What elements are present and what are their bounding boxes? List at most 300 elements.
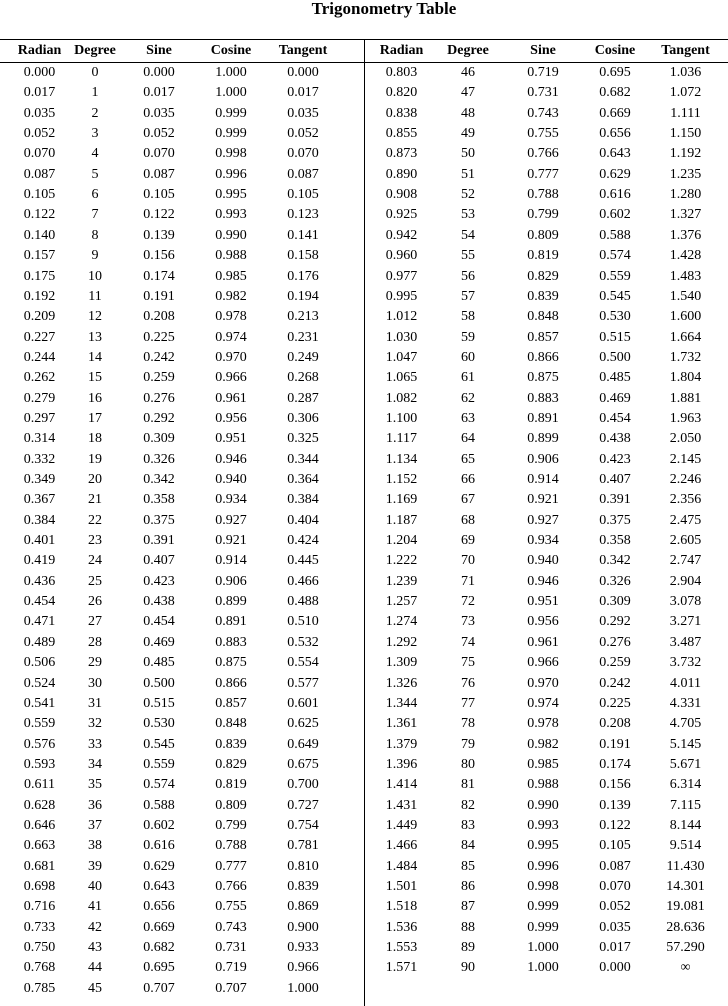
cell-sine: 0.342 xyxy=(143,472,175,487)
cell-degree: 19 xyxy=(88,451,102,467)
table-row xyxy=(12,979,339,999)
cell-cosine: 0.087 xyxy=(599,858,631,874)
cell-sine: 0.891 xyxy=(527,410,559,426)
cell-radian: 0.314 xyxy=(23,431,56,447)
cell-cosine: 0.276 xyxy=(599,634,631,650)
cell-sine: 0.105 xyxy=(143,187,175,203)
cell-sine: 0.974 xyxy=(527,695,559,711)
cell-radian: 1.152 xyxy=(385,472,418,487)
cell-tangent: 19.081 xyxy=(666,899,705,915)
cell-tangent: 1.000 xyxy=(287,980,319,996)
cell-radian: 1.326 xyxy=(385,675,418,691)
cell-radian: 1.082 xyxy=(385,390,418,406)
cell-cosine: 0.999 xyxy=(215,105,247,121)
cell-sine: 0.174 xyxy=(143,268,175,284)
cell-tangent: 0.306 xyxy=(287,410,319,426)
table-row xyxy=(374,714,720,734)
table-row xyxy=(374,674,720,694)
cell-cosine: 0.242 xyxy=(599,675,631,691)
cell-sine: 0.914 xyxy=(527,472,559,487)
cell-cosine: 0.156 xyxy=(599,777,631,793)
cell-degree: 70 xyxy=(461,553,475,569)
table-row xyxy=(12,735,339,755)
cell-radian: 1.449 xyxy=(385,817,418,833)
cell-radian: 0.436 xyxy=(23,573,56,589)
cell-sine: 0.946 xyxy=(527,573,559,589)
cell-cosine: 0.966 xyxy=(215,370,247,386)
header-cosine: Cosine xyxy=(210,43,252,58)
cell-radian: 0.768 xyxy=(23,960,56,976)
cell-tangent: 0.649 xyxy=(287,736,319,752)
table-row xyxy=(12,653,339,673)
cell-radian: 1.501 xyxy=(385,879,418,894)
cell-radian: 0.367 xyxy=(23,492,56,508)
cell-degree: 16 xyxy=(88,390,102,406)
cell-radian: 1.414 xyxy=(385,777,418,793)
table-row xyxy=(12,511,339,531)
cell-degree: 31 xyxy=(88,695,102,711)
cell-radian: 0.105 xyxy=(23,187,56,203)
cell-degree: 11 xyxy=(88,288,102,304)
table-row xyxy=(374,572,720,592)
table-row xyxy=(12,226,339,246)
cell-tangent: 0.554 xyxy=(287,655,319,671)
table-row xyxy=(374,185,720,205)
cell-tangent: 1.428 xyxy=(669,248,702,264)
left-header-row xyxy=(12,41,339,61)
cell-radian: 1.309 xyxy=(385,655,418,671)
cell-tangent: 0.488 xyxy=(287,594,319,610)
cell-cosine: 0.469 xyxy=(599,390,631,406)
cell-tangent: 6.314 xyxy=(669,777,702,793)
cell-degree: 87 xyxy=(461,899,475,915)
cell-radian: 0.908 xyxy=(385,187,418,203)
cell-sine: 0.743 xyxy=(527,105,559,121)
cell-sine: 0.500 xyxy=(143,675,175,691)
cell-cosine: 0.559 xyxy=(599,268,631,284)
cell-tangent: 1.732 xyxy=(669,349,702,365)
cell-sine: 0.839 xyxy=(527,288,559,304)
table-row xyxy=(374,368,720,388)
cell-radian: 0.279 xyxy=(23,390,56,406)
cell-tangent: 0.325 xyxy=(287,431,319,447)
cell-degree: 47 xyxy=(461,85,475,101)
cell-degree: 38 xyxy=(88,838,102,854)
cell-degree: 76 xyxy=(461,675,475,691)
cell-sine: 0.515 xyxy=(143,695,175,711)
cell-radian: 0.017 xyxy=(23,85,56,101)
cell-degree: 22 xyxy=(88,512,102,528)
cell-degree: 4 xyxy=(91,146,99,162)
cell-degree: 81 xyxy=(461,777,475,793)
table-row xyxy=(374,755,720,775)
cell-cosine: 1.000 xyxy=(215,65,247,80)
cell-radian: 1.466 xyxy=(385,838,418,854)
table-row xyxy=(374,124,720,144)
table-row xyxy=(374,857,720,877)
table-row xyxy=(374,694,720,714)
table-row xyxy=(374,918,720,938)
cell-sine: 0.999 xyxy=(527,899,559,915)
header-cosine: Cosine xyxy=(594,43,636,58)
cell-tangent: 0.384 xyxy=(287,492,319,508)
cell-sine: 0.951 xyxy=(527,594,559,610)
cell-sine: 0.999 xyxy=(527,919,559,935)
cell-degree: 52 xyxy=(461,187,475,203)
cell-cosine: 0.921 xyxy=(215,533,247,549)
cell-sine: 0.588 xyxy=(143,797,175,813)
cell-radian: 1.169 xyxy=(385,492,418,508)
cell-cosine: 0.755 xyxy=(215,899,247,915)
cell-tangent: 1.963 xyxy=(669,410,702,426)
cell-tangent: 5.671 xyxy=(669,756,702,772)
column-divider xyxy=(364,39,365,1006)
cell-cosine: 0.485 xyxy=(599,370,631,386)
cell-tangent: 0.194 xyxy=(287,288,319,304)
cell-cosine: 0.788 xyxy=(215,838,247,854)
cell-degree: 29 xyxy=(88,655,102,671)
cell-radian: 0.000 xyxy=(23,65,56,80)
page-title: Trigonometry Table xyxy=(311,0,457,18)
cell-radian: 0.035 xyxy=(23,105,56,121)
cell-radian: 1.571 xyxy=(385,960,418,976)
cell-sine: 0.602 xyxy=(143,817,175,833)
table-row xyxy=(12,674,339,694)
cell-sine: 0.695 xyxy=(143,960,175,976)
cell-degree: 60 xyxy=(461,349,475,365)
cell-degree: 68 xyxy=(461,512,475,528)
table-row xyxy=(12,470,339,490)
cell-sine: 0.875 xyxy=(527,370,559,386)
cell-radian: 0.681 xyxy=(23,858,56,874)
cell-degree: 57 xyxy=(461,288,475,304)
cell-cosine: 0.695 xyxy=(599,65,631,80)
table-row xyxy=(12,572,339,592)
cell-degree: 12 xyxy=(88,309,102,325)
cell-tangent: 3.487 xyxy=(669,634,702,650)
cell-sine: 0.927 xyxy=(527,512,559,528)
table-row xyxy=(12,877,339,897)
cell-tangent: 0.158 xyxy=(287,248,319,264)
cell-tangent: 0.404 xyxy=(287,512,319,528)
cell-degree: 23 xyxy=(88,533,102,549)
cell-degree: 8 xyxy=(91,227,99,243)
table-row xyxy=(12,144,339,164)
table-row xyxy=(374,836,720,856)
cell-tangent: ∞ xyxy=(680,960,691,976)
cell-cosine: 0.391 xyxy=(599,492,631,508)
cell-tangent: 0.933 xyxy=(287,940,319,956)
cell-radian: 0.716 xyxy=(23,899,56,915)
table-row xyxy=(374,267,720,287)
cell-sine: 0.438 xyxy=(143,594,175,610)
cell-degree: 40 xyxy=(88,879,102,894)
cell-degree: 17 xyxy=(88,410,102,426)
cell-cosine: 0.946 xyxy=(215,451,247,467)
cell-radian: 0.349 xyxy=(23,472,56,487)
cell-cosine: 0.174 xyxy=(599,756,631,772)
cell-radian: 0.262 xyxy=(23,370,56,386)
cell-radian: 0.419 xyxy=(23,553,56,569)
cell-cosine: 0.191 xyxy=(599,736,631,752)
header-degree: Degree xyxy=(447,43,489,58)
cell-degree: 32 xyxy=(88,716,102,732)
cell-sine: 0.829 xyxy=(527,268,559,284)
cell-degree: 20 xyxy=(88,472,102,487)
cell-tangent: 1.483 xyxy=(669,268,702,284)
cell-radian: 0.977 xyxy=(385,268,418,284)
cell-degree: 24 xyxy=(88,553,102,569)
cell-cosine: 0.809 xyxy=(215,797,247,813)
cell-radian: 1.344 xyxy=(385,695,418,711)
table-row xyxy=(12,796,339,816)
cell-degree: 90 xyxy=(461,960,475,976)
cell-cosine: 0.978 xyxy=(215,309,247,325)
cell-cosine: 0.052 xyxy=(599,899,631,915)
table-row xyxy=(374,328,720,348)
cell-sine: 0.407 xyxy=(143,553,175,569)
cell-degree: 18 xyxy=(88,431,102,447)
table-row xyxy=(12,633,339,653)
cell-cosine: 0.000 xyxy=(599,960,631,976)
cell-sine: 0.934 xyxy=(527,533,559,549)
cell-degree: 55 xyxy=(461,248,475,264)
table-row xyxy=(12,429,339,449)
table-row xyxy=(374,551,720,571)
cell-degree: 1 xyxy=(91,85,99,101)
cell-degree: 33 xyxy=(88,736,102,752)
cell-tangent: 0.287 xyxy=(287,390,319,406)
cell-cosine: 0.545 xyxy=(599,288,631,304)
cell-cosine: 0.643 xyxy=(599,146,631,162)
table-row xyxy=(374,83,720,103)
table-row xyxy=(374,144,720,164)
cell-radian: 0.646 xyxy=(23,817,56,833)
table-row xyxy=(12,348,339,368)
cell-sine: 0.643 xyxy=(143,879,175,894)
cell-tangent: 4.011 xyxy=(670,675,701,691)
cell-radian: 1.553 xyxy=(385,940,418,956)
cell-degree: 30 xyxy=(88,675,102,691)
table-row xyxy=(374,205,720,225)
cell-cosine: 0.515 xyxy=(599,329,631,345)
cell-sine: 0.559 xyxy=(143,756,175,772)
cell-radian: 1.187 xyxy=(385,512,418,528)
cell-sine: 0.052 xyxy=(143,126,175,142)
cell-degree: 34 xyxy=(88,756,102,772)
cell-radian: 0.157 xyxy=(23,248,56,264)
cell-sine: 0.988 xyxy=(527,777,559,793)
cell-tangent: 0.966 xyxy=(287,960,319,976)
cell-cosine: 0.407 xyxy=(599,472,631,487)
cell-degree: 27 xyxy=(88,614,102,630)
cell-degree: 7 xyxy=(91,207,99,223)
table-row xyxy=(12,551,339,571)
cell-degree: 46 xyxy=(461,65,475,80)
table-row xyxy=(12,83,339,103)
cell-degree: 53 xyxy=(461,207,475,223)
cell-cosine: 0.839 xyxy=(215,736,247,752)
table-row xyxy=(374,490,720,510)
cell-degree: 72 xyxy=(461,594,475,610)
cell-cosine: 0.342 xyxy=(599,553,631,569)
cell-cosine: 0.017 xyxy=(599,940,631,956)
cell-radian: 1.117 xyxy=(386,431,417,447)
cell-degree: 25 xyxy=(88,573,102,589)
cell-sine: 0.899 xyxy=(527,431,559,447)
cell-cosine: 0.940 xyxy=(215,472,247,487)
cell-sine: 0.139 xyxy=(143,227,175,243)
table-row xyxy=(374,287,720,307)
cell-tangent: 0.727 xyxy=(287,797,319,813)
cell-radian: 0.297 xyxy=(23,410,56,426)
cell-tangent: 0.577 xyxy=(287,675,319,691)
cell-radian: 1.274 xyxy=(385,614,418,630)
cell-tangent: 2.356 xyxy=(669,492,702,508)
cell-cosine: 0.358 xyxy=(599,533,631,549)
cell-sine: 0.391 xyxy=(143,533,175,549)
cell-degree: 78 xyxy=(461,716,475,732)
cell-sine: 0.017 xyxy=(143,85,175,101)
table-row xyxy=(12,775,339,795)
cell-degree: 36 xyxy=(88,797,102,813)
cell-sine: 0.530 xyxy=(143,716,175,732)
cell-tangent: 0.268 xyxy=(287,370,319,386)
cell-tangent: 0.754 xyxy=(287,817,319,833)
cell-degree: 66 xyxy=(461,472,475,487)
cell-sine: 0.848 xyxy=(527,309,559,325)
cell-radian: 0.663 xyxy=(23,838,56,854)
cell-sine: 0.454 xyxy=(143,614,175,630)
cell-sine: 0.857 xyxy=(527,329,559,345)
cell-cosine: 0.105 xyxy=(599,838,631,854)
cell-degree: 37 xyxy=(88,817,102,833)
cell-cosine: 0.731 xyxy=(215,940,247,956)
cell-radian: 1.047 xyxy=(385,349,418,365)
table-row xyxy=(12,531,339,551)
table-row xyxy=(374,633,720,653)
cell-cosine: 0.122 xyxy=(599,817,631,833)
cell-radian: 0.401 xyxy=(23,533,56,549)
cell-tangent: 0.781 xyxy=(287,838,319,854)
table-row xyxy=(12,104,339,124)
cell-cosine: 0.829 xyxy=(215,756,247,772)
cell-radian: 0.593 xyxy=(23,756,56,772)
cell-sine: 0.087 xyxy=(143,166,175,182)
cell-sine: 0.883 xyxy=(527,390,559,406)
table-row xyxy=(374,429,720,449)
cell-radian: 0.942 xyxy=(385,227,418,243)
cell-radian: 1.292 xyxy=(385,634,418,650)
cell-cosine: 0.574 xyxy=(599,248,631,264)
cell-radian: 1.065 xyxy=(385,370,418,386)
cell-cosine: 0.906 xyxy=(215,573,247,589)
cell-radian: 0.471 xyxy=(23,614,56,630)
cell-sine: 0.225 xyxy=(143,329,175,345)
cell-sine: 0.423 xyxy=(143,573,175,589)
cell-degree: 84 xyxy=(461,838,475,854)
cell-sine: 0.966 xyxy=(527,655,559,671)
cell-sine: 0.000 xyxy=(143,65,175,80)
cell-degree: 3 xyxy=(91,126,99,142)
cell-cosine: 0.891 xyxy=(215,614,247,630)
table-row xyxy=(12,165,339,185)
cell-radian: 0.785 xyxy=(23,980,56,996)
table-row xyxy=(374,958,720,978)
cell-sine: 1.000 xyxy=(527,960,559,976)
cell-tangent: 0.176 xyxy=(287,268,319,284)
cell-radian: 0.070 xyxy=(23,146,56,162)
cell-tangent: 3.078 xyxy=(669,594,702,610)
table-row xyxy=(12,368,339,388)
cell-cosine: 0.956 xyxy=(215,410,247,426)
cell-sine: 0.777 xyxy=(527,166,559,182)
cell-cosine: 0.857 xyxy=(215,695,247,711)
cell-cosine: 0.985 xyxy=(215,268,247,284)
cell-tangent: 1.804 xyxy=(669,370,702,386)
cell-radian: 0.087 xyxy=(23,166,56,182)
table-row xyxy=(374,165,720,185)
cell-degree: 6 xyxy=(91,187,99,203)
cell-radian: 0.803 xyxy=(385,65,418,80)
cell-degree: 48 xyxy=(461,105,475,121)
cell-degree: 83 xyxy=(461,817,475,833)
cell-tangent: 1.280 xyxy=(669,187,702,203)
table-row xyxy=(12,918,339,938)
cell-cosine: 0.934 xyxy=(215,492,247,508)
cell-sine: 0.906 xyxy=(527,451,559,467)
cell-radian: 0.209 xyxy=(23,309,56,325)
cell-radian: 1.204 xyxy=(385,533,418,549)
cell-radian: 0.838 xyxy=(385,105,418,121)
table-row xyxy=(12,185,339,205)
table-row xyxy=(374,348,720,368)
cell-degree: 71 xyxy=(461,573,475,589)
cell-cosine: 0.438 xyxy=(599,431,631,447)
cell-degree: 13 xyxy=(88,329,102,345)
header-sine: Sine xyxy=(146,43,172,58)
cell-tangent: 0.123 xyxy=(287,207,319,223)
cell-sine: 0.766 xyxy=(527,146,559,162)
cell-tangent: 5.145 xyxy=(669,736,702,752)
cell-degree: 41 xyxy=(88,899,102,915)
cell-degree: 62 xyxy=(461,390,475,406)
cell-degree: 51 xyxy=(461,166,475,182)
cell-degree: 28 xyxy=(88,634,102,650)
cell-tangent: 0.601 xyxy=(287,695,319,711)
cell-sine: 0.998 xyxy=(527,879,559,894)
cell-radian: 1.396 xyxy=(385,756,418,772)
cell-radian: 0.332 xyxy=(23,451,56,467)
cell-degree: 56 xyxy=(461,268,475,284)
table-row xyxy=(12,389,339,409)
cell-cosine: 0.292 xyxy=(599,614,631,630)
cell-radian: 1.536 xyxy=(385,919,418,935)
cell-cosine: 0.423 xyxy=(599,451,631,467)
cell-radian: 1.379 xyxy=(385,736,418,752)
cell-cosine: 0.866 xyxy=(215,675,247,691)
cell-radian: 1.257 xyxy=(385,594,418,610)
cell-degree: 82 xyxy=(461,797,475,813)
cell-tangent: 0.052 xyxy=(287,126,319,142)
table-row xyxy=(12,958,339,978)
cell-tangent: 2.050 xyxy=(669,431,702,447)
cell-sine: 0.996 xyxy=(527,858,559,874)
table-row xyxy=(12,755,339,775)
cell-degree: 45 xyxy=(88,980,102,996)
cell-sine: 0.940 xyxy=(527,553,559,569)
cell-cosine: 0.848 xyxy=(215,716,247,732)
